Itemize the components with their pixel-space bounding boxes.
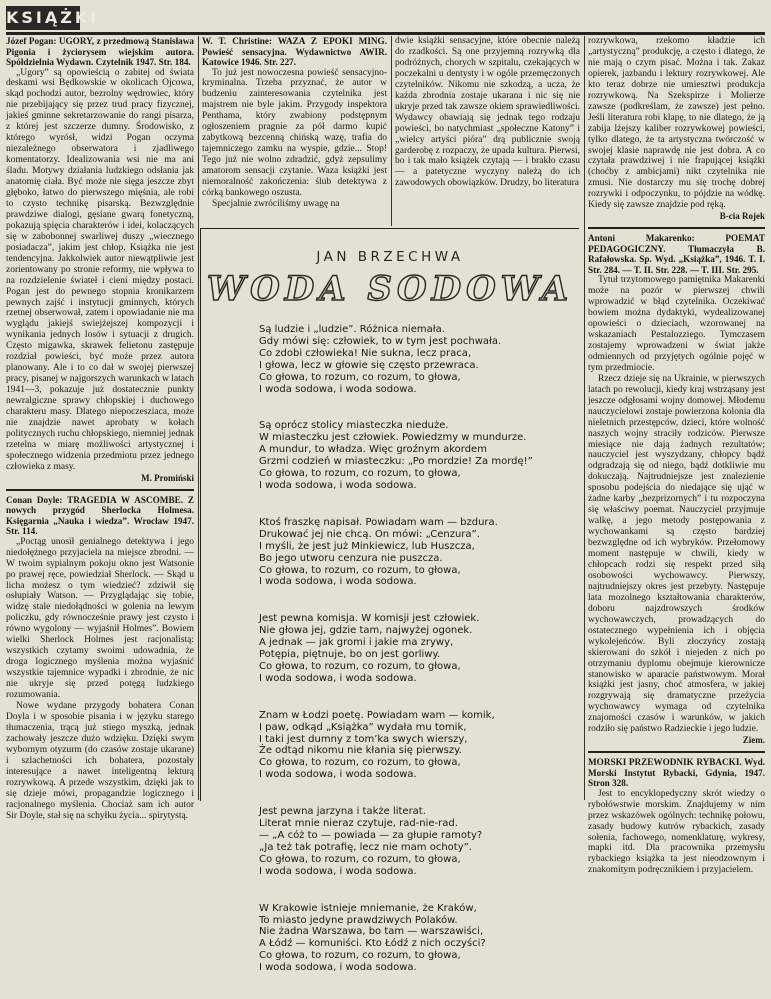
poem-line: I głowa, lecz w głowie się często przewraca. xyxy=(259,359,479,371)
poem-title: WODA SODOWA xyxy=(206,269,574,309)
column-divider xyxy=(391,36,392,226)
poem-stanza xyxy=(259,420,569,491)
poem-stanza xyxy=(259,903,569,974)
poem-line: Nie żadna Warszawa, bo tam — warszawiści, xyxy=(259,926,484,938)
poem-line: I woda sodowa, i woda sodowa. xyxy=(259,576,417,588)
poem-line: Co głowa, to rozum, co rozum, to głowa, xyxy=(259,660,461,672)
poem-line: I woda sodowa, i woda sodowa. xyxy=(259,962,417,974)
column-divider xyxy=(584,36,585,800)
poem-line: Są oprócz stolicy miasteczka nieduże. xyxy=(259,420,449,432)
poem-stanza xyxy=(259,324,569,395)
poem-line: Co głowa, to rozum, co rozum, to głowa, xyxy=(259,468,461,480)
review-header-tragedia: Conan Doyle: TRAGEDIA W ASCOMBE. Z nowych przygód Sherlocka Holmesa. Księgarnia „Nauka i wiedza”. Wrocław 1947. Str. 114. xyxy=(6,494,194,537)
poem-line: Są ludzie i „ludzie”. Różnica niemała. xyxy=(259,324,445,335)
poem-line: To miasto jedyne prawdziwych Polaków. xyxy=(259,914,458,926)
poem-box xyxy=(200,228,579,974)
poem-line: Znam w Łodzi poetę. Powiadam wam — komik, xyxy=(259,709,495,721)
poem-line: W miasteczku jest człowiek. Powiedzmy w mundurze. xyxy=(259,432,527,444)
poem-line: Bo jego utworu cenzura nie puszcza. xyxy=(259,552,443,564)
column-middle-right xyxy=(395,36,580,224)
review-paragraph: rozrywkowa, rzekomo kładzie ich „artystyczną” produkcję, a często i dlatego, że nie mają o czym pisać. Można i tak. Zakaz opierek, jazbandu i lektury rozrywkowej. Ale kto teraz dobrze nie umiesztwi produkcja rozrywkową. Na Szekspirze i Molierze zawsze (podkreślam, że zawsze) jest pełno. Jeśli literatura robi klapę, to nie dlatego, że ją zabija lżejszy kaliber rozrywkowej powieści, tylko dlatego, że ta artystyczna twórczość w swojej klasie naprawdę nie jest dobra. A co czytała prawdziwej i nie frapującej książki (choćby z ambicjami) nikt czytelnika nie zmusi. Nie dostarczy mu się trochę dobrej rozrywki i odpoczynku, to pójdzie na wódkę. Kiedy się zawsze znajdzie pod ręką. xyxy=(588,36,765,211)
poem-line: Jest pewna jarzyna i także literat. xyxy=(259,806,426,818)
poem-line: I woda sodowa, i woda sodowa. xyxy=(259,769,417,781)
separator xyxy=(6,489,194,491)
review-signature: B-cia Rojek xyxy=(719,211,765,222)
review-paragraph: Tytuł trzytomowego pamiętnika Makarenki może na pozór w pierwszej chwili wprowadzić w błąd czytelnika. Oczekiwać bowiem można dydaktyki, wydealizowanej opowieści o dzieciach, wzorowanej na wskazaniach Pestalozziego. Tymczasem zostajemy wprowadzeni w świat jakże odmiennych od przyjętych ogólnie pojęć w tym przedmiocie. xyxy=(588,275,765,373)
review-header-morski: MORSKI PRZEWODNIK RYBACKI. Wyd. Morski Instytut Rybacki, Gdynia, 1947. Stron 328. xyxy=(588,757,765,789)
poem-author: JAN BRZECHWA xyxy=(316,249,464,265)
top-rule xyxy=(6,32,765,35)
poem-stanza xyxy=(259,517,569,588)
review-paragraph: „Poctąg unosił genialnego detektywa i jego niedołężnego przyjaciela na miejsce zbrodni. — W twoim sypialnym pokoju okno jest Watsonie po prawej ręce, powiedział Sherlock. — Skąd u licha możesz o tym wiedzieć? zdziwił się osłupiały Watson. — Przyglądając się tobie, widzę stale niedołądności w golenia na lewym policzku, gdy równocześnie prawy jest czysto i równo wygolony — wyjaśnił Holmes”. Bowiem wielki Sherlock Holmes jest racjonalistą: wszystkich czytamy swoimi udowadnia, że droga logicznego myślenia można wyjaśnić wszystkie tajemnice wypadki i zbrodnie, że nic nie ukryje się przed potęgą ludzkiego rozumowania. xyxy=(6,536,194,701)
column-divider xyxy=(198,36,199,800)
poem-line: I woda sodowa, i woda sodowa. xyxy=(259,479,417,491)
column-right xyxy=(588,36,765,876)
poem-line: I myśli, że jest już Minkiewicz, lub Huszcza, xyxy=(259,540,475,552)
poem-line: Co głowa, to rozum, co rozum, to głowa, xyxy=(259,564,461,576)
poem-stanza xyxy=(259,710,569,781)
poem-line: Drukować jej nie chcą. On mówi: „Cenzura”. xyxy=(259,528,480,540)
poem-body xyxy=(259,324,569,999)
review-paragraph: dwie książki sensacyjne, które obecnie należą do rzadkości. Są one przyjemną rozrywką dla podróżnych, chorych w szpitalu, czekających w poczekalni u dentysty i w ogóle przemęczonych czytelników. Nikomu nie szkodzą, a ucza, że każda zbrodnia zostaje ukarana i nic się nie ukryje przed tak zawsze okiem sprawiedliwości. Wydawcy obawiają się jednak tego rodzaju powieści, bo natychmiast „społeczne Katony” i „wielcy artyści pióra” drą publicznie swoją garderobę z rozpaczy, że upada kultura. Pierwsi, bo i tak mało książek czytają — i brakło czasu — a patetyczne wyczyny należą do ich zawodowych obowiązków. Drudzy, bo literatura xyxy=(395,36,580,189)
poem-line: Ktoś fraszkę napisał. Powiadam wam — bzdura. xyxy=(259,516,498,528)
poem-line: W Krakowie istnieje mniemanie, że Kraków, xyxy=(259,902,477,914)
column-middle-left xyxy=(202,36,387,224)
poem-line: I woda sodowa, i woda sodowa. xyxy=(259,672,417,684)
poem-line: — „A cóż to — powiada — za głupie ramoty? xyxy=(259,830,483,841)
review-paragraph: Nowe wydane przygody bohatera Conan Doyla i w sposobie pisania i w języku starego tłumaczenia, trącą już stiego myszką, jednak zachowały jeszcze dużo wdzięku. Dzięki swym wybornym otyzurm (do czasów zostaje ukarane) i szlachetności ich bohatera, pozostały interesujące a nawet inteligentną lekturą rozrywkową. A przede wszystkim, dzięki jak to się dzieje mówi, propagandzie logicznego i racjonalnego myślenia. Chociaż sam ich autor Sir Doyle, stał się na schyłku życia... spirytystą. xyxy=(6,701,194,821)
review-header-ugory: Józef Pogan: UGORY, z przedmową Stanisława Pigonia i życiorysem wiejskim autora. Spółdzielnia Wydawn. Czytelnik 1947. Str. 184. xyxy=(6,36,194,67)
review-signature: Ziem. xyxy=(742,735,765,746)
poem-line: Jest pewna komisja. W komisji jest człowiek. xyxy=(259,613,480,625)
review-paragraph: Jest to encyklopedyczny skrót wiedzy o rybołówstwie morskim. Znajdujemy w nim przez wskazówek ogólnych: technikę połowu, zasady budowy kutrów rybackich, zasady sołenia, fachowego, nomenklaturę, wykresy, mapki itd. Dla pracownika przemysłu rybackiego książka ta jest nieodzownym i znakomitym podręcznikiem i przyjacielem. xyxy=(588,788,765,876)
review-paragraph: To już jest nowoczesna powieść sensacyjno-kryminalna. Trzeba przyznać, że autor w budzeniu zainteresowania czytelnika jest majstrem nie byle jakim. Przygody inspektora Penthama, który zwabiony podstępnym ogłoszeniem pragnie za pół darmo kupić zabytkową bezcenną chińską wazę, trafia do tajemniczego zamku na wyspie, gdzie... Stop! Tego już nie wolno zdradzić, gdyż zepsulimy amatorom sensacji czytanie. Waza książki jest niemoralność zakończenia: ślub detektywa z córką bankowego oszusta. xyxy=(202,67,387,198)
separator xyxy=(588,751,765,753)
review-signature: M. Promiński xyxy=(141,472,194,483)
poem-line: A mundur, to władza. Więc groźnym akordem xyxy=(259,444,487,456)
poem-line: I woda sodowa, i woda sodowa. xyxy=(259,383,417,395)
poem-line: I woda sodowa, i woda sodowa. xyxy=(259,865,417,877)
poem-line: „Ja też tak potrafię, lecz nie mam ochoty”. xyxy=(259,841,472,853)
poem-line: Gdy mówi się: człowiek, to w tym jest pochwała. xyxy=(259,335,502,347)
separator xyxy=(588,227,765,229)
review-header-waza: W. T. Christine: WAZA Z EPOKI MING. Powieść sensacyjna. Wydawnictwo AWIR. Katowice 1946. Str. 227. xyxy=(202,36,387,67)
section-title: KSIĄŻKI xyxy=(6,6,80,30)
poem-line: Co głowa, to rozum, co rozum, to głowa, xyxy=(259,950,461,962)
poem-line: A jednak — jak gromi i jakie ma zrywy, xyxy=(259,637,454,649)
poem-line: Że odtąd nikomu nie kłania się pierwszy. xyxy=(259,745,462,757)
poem-stanza xyxy=(259,806,569,877)
poem-line: Nie głowa jej, gdzie tam, najwyżej ogonek. xyxy=(259,625,473,637)
review-paragraph: Rzecz dzieje się na Ukrainie, w pierwszych latach po rewolucji, kiedy kraj wstrząsany jest jeszcze odgłosami wojny domowej. Młodemu nauczycielowi zostaje powierzona kolonia dla nieletnich przestępców, dzieci, które wolność naszych wojny straciły rodziców. Pierwsze miesiące nie dają żadnych rezultatów; nauczyciel jest wyszydzany, chłopcy bądź odgradzają się od niego, bądź dotkliwie mu dokuczają. Najtrudniejsze jest znalezienie sposobu podejścia do niedające się ująć w żadne karby „bezprizornych” i tu rozpoczyna się właściwy poemat. Nauczyciel przyjmuje walkę, a jego metody postępowania z wychowankami są często bardziej bezwzględne od ich wybryków. Przełomowy moment następuje w chwili, kiedy w chłopcach rodzi się respekt przed siłą osobowości wychowawcy. Pierwszy, najtrudniejszy okres jest przebyty. Następuje lata mozolnego kształtowania charakterów, doboru najzdrowszych środków wychowawczych, prowadzących do ostatecznego wypełnienia ich i objęcia wykolejeńców. Byli złoczyńcy zostają skierowani do szkół i niejeden z nich po otrzymaniu dyplomu obejmuje kierownicze stanowisko w aparacie państwowym. Morał książki jest jasny, choć atmosfera, w jakiej rozgrywają się dramatyczne przeżycia wychowawcy wymaga od czytelnika znajomości czasów i warunków, w jakich rodziło się państwo Radzieckie i jego ludzie. xyxy=(588,373,765,735)
poem-line: Potępia, piętnuje, bo on jest gorliwy. xyxy=(259,649,441,661)
poem-line: A Łódź — komuniści. Kto Łódź z nich oczyści? xyxy=(259,938,486,950)
poem-line: Grzmi codzień w miasteczku: „Po mordzie! Za mordę!” xyxy=(259,456,533,468)
review-paragraph: Specjalnie zwróciliśmy uwagę na xyxy=(212,198,340,209)
poem-line: I taki jest dumny z tom’ka swych wierszy, xyxy=(259,733,468,745)
review-paragraph: „Ugory” są opowieścią o zabitej od świata deskami wsi Będkowskie w okolicach Ojcowa, skąd pochodzi autor, bezrolny wędrowiec, który nie przebijający się przez trud pracy fizycznej, jakieś gminne sekretarzowanie do rangi pisarza, z której jest szczerze dumny. Środowisko, z którego wyrósł, widzi Pogan oczyma niezależnego obserwatora i zjadliwego komentatorzy. Idealizowania wsi nie ma ani śladu. Motywy działania ludzkiego odsłania jak anatomię ciała. Być może nie sięga jeszcze zbyt głęboko, łatwo do pierwszego mięśnia, ale robi to czysto technikę pisarską. Bezwzględnie prawdziwe dialogi, gęsiane gwarą fonetyczną, pokazują spięcia charakterów i idei, kolaczących się w zabobonnej swarliwej duszy „wiecznego posiadacza”, jakim jest chłop. Książka nie jest tendencyjna. Jakkolwiek autor niewątpliwie jest zorientowany po stronie reformy, nie wpływa to na rozdzielenie świateł i cieni między postaci. Pogan jest do pewnego stopnia kronikarzem pewnych zajść i instytucji gminnych, których rzetnej obserwował, zatem i opowiadanie nie ma wyglądu jakiejś swiejżejszej kompozycji i wynikania jednych losów i sytuacji z drugich. Często migawka, skrawek felietonu zastępuje rozdział powieści, być może przez autora planowany. Ale i to co dał w swojej pierwszej pracy, pisanej w najgorszych warunkach w latach 1941—3, pokazuje już dostatecznie punkty newralgiczne sprawy chłopskiej i duchowego charakteru masy. Dlatego niepoczesziaca, może nie znajdzie nawet aprobaty w kołach politycznych ruchu chłopskiego, niemniej jednak rzetelna w miarę możliwości artystycznej i społecznego widzenia przedmiotu przez jednego człowieka z masy. xyxy=(6,67,194,472)
poem-line: Co głowa, to rozum, co rozum, to głowa, xyxy=(259,757,461,769)
column-left xyxy=(6,36,194,821)
poem-line: I paw, odkąd „Książka” wydała mu tomik, xyxy=(259,721,467,733)
poem-stanza xyxy=(259,613,569,684)
poem-line: Co głowa, to rozum, co rozum, to głowa, xyxy=(259,371,461,383)
poem-line: Co zdobi człowieka! Nie sukna, lecz praca, xyxy=(259,347,472,359)
review-header-poemat: Antoni Makarenko: POEMAT PEDAGOGICZNY. Tłumaczyła B. Rafałowska. Sp. Wyd. „Książka”, 1946. T. I. Str. 284. — T. II. Str. 228. — T. III. Str. 295. xyxy=(588,233,765,275)
poem-line: Literat mnie nieraz czytuje, rad-nie-rad. xyxy=(259,818,458,830)
poem-line: Co głowa, to rozum, co rozum, to głowa, xyxy=(259,853,461,865)
